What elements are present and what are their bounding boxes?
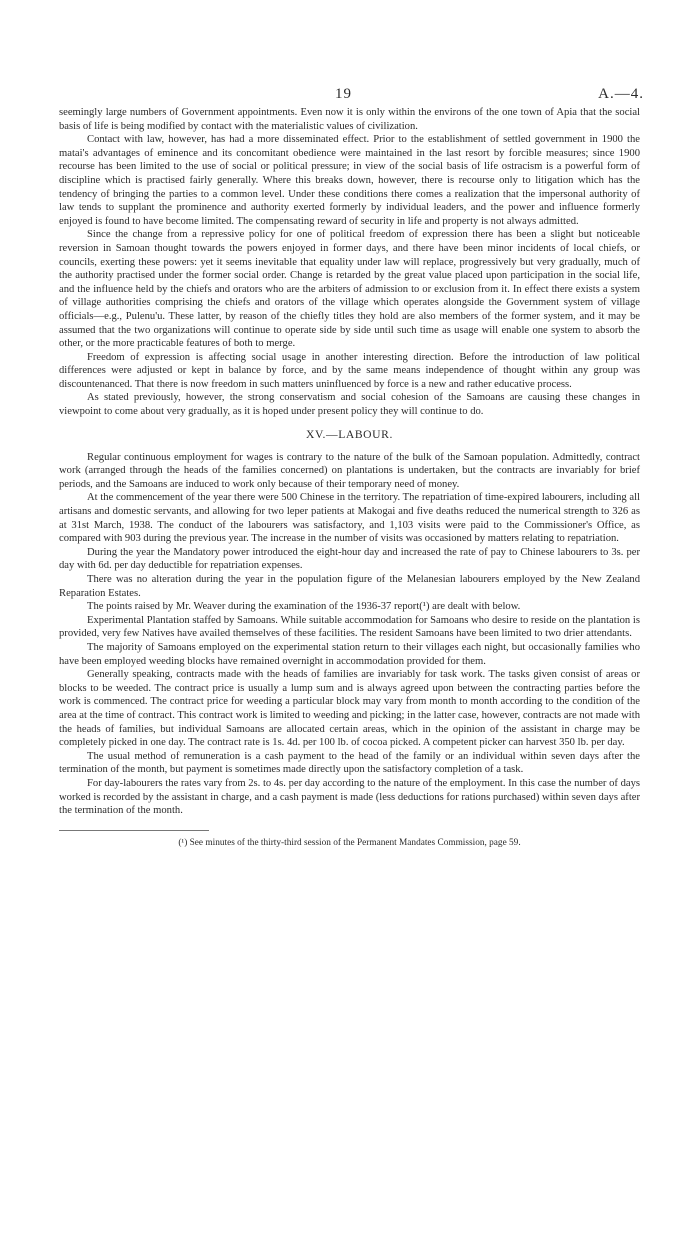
paragraph: There was no alteration during the year in the population figure of the Melanesian labourers employed by the New Zealand Reparation Estates. <box>59 574 640 599</box>
footnote: (¹) See minutes of the thirty-third session of the Permanent Mandates Commission, page 59. <box>178 837 521 848</box>
paragraph: The points raised by Mr. Weaver during the examination of the 1936-37 report(¹) are dealt with below. <box>87 601 521 613</box>
section-heading: XV.—LABOUR. <box>306 427 393 441</box>
paragraph: Since the change from a repressive policy for one of political freedom of expression there has been a slight but noticeable reversion in Samoan thought towards the powers enjoyed in former days, and there have been minor incidents of local chiefs, or councils, exerting these powers: yet it seems inevitable that equality under law will replace, progressively but very gradually, much of the authority practised under the former social order. Change is retarded by the great value placed upon participation in the social life, and the influence held by the chiefs and orators who are the arbiters of admission to or exclusion from it. In effect there exists a system of village authorities comprising the chiefs and orators of the village which operates alongside the Government system of village officials—e.g., Pulenu'u. These latter, by reason of the chiefly titles they hold are also members of the former system, and it may be assumed that the two organizations will continue to operate side by side until such time as usage will enable one system to absorb the other, or the more practicable features of both to merge. <box>59 229 640 350</box>
paragraph: The usual method of remuneration is a cash payment to the head of the family or an individual within seven days after the termination of the month, but payment is sometimes made directly upon the satisfactory completion of a task. <box>59 750 640 776</box>
paragraph: As stated previously, however, the strong conservatism and social cohesion of the Samoans are causing these changes in viewpoint to come about very gradually, as it is hoped under present policy they will continue to do. <box>59 392 640 418</box>
paragraph: Freedom of expression is affecting social usage in another interesting direction. Before the introduction of law political differences were adjusted or kept in balance by force, and by the same means independence of thought within any group was discountenanced. That there is now freedom in such matters uninfluenced by force is a new and rather educative process. <box>59 351 640 390</box>
paragraph: Experimental Plantation staffed by Samoans. While suitable accommodation for Samoans who desire to reside on the plantation is provided, very few Natives have availed themselves of these facilities. The resident Samoans have been limited to two drier attendants. <box>59 614 640 640</box>
footnote-rule <box>59 830 209 831</box>
paragraph: The majority of Samoans employed on the experimental station return to their villages each night, but occasionally families who have been employed weeding blocks have remained overnight in accommodation provided for them. <box>59 641 640 667</box>
page-number: 19 <box>335 86 352 102</box>
paragraph: Regular continuous employment for wages is contrary to the nature of the bulk of the Samoan population. Admittedly, contract work (arranged through the heads of the families concerned) on plantations is undertaken, but the contracts are invariably for brief periods, and the Samoans are induced to work only because of their temporary need of money. <box>59 451 640 490</box>
paragraph: For day-labourers the rates vary from 2s. to 4s. per day according to the nature of the employment. In this case the number of days worked is recorded by the assistant in charge, and a cash payment is made (less deductions for rations purchased) within seven days after the termination of the month. <box>59 777 640 817</box>
paragraph: During the year the Mandatory power introduced the eight-hour day and increased the rate of pay to Chinese labourers to 3s. per day with 6d. per day deductible for repatriation expenses. <box>59 546 640 572</box>
document-reference: A.—4. <box>598 86 644 102</box>
paragraph: seemingly large numbers of Government appointments. Even now it is only within the environs of the one town of Apia that the social basis of life is being modified by contact with the materialistic values of civilization. <box>59 107 640 132</box>
paragraph: At the commencement of the year there were 500 Chinese in the territory. The repatriation of time-expired labourers, including all artisans and domestic servants, and allowing for two leper patients at Makogai and five deaths reduced the numerical strength to 326 as at 31st March, 1938. The conduct of the labourers was satisfactory, and 1,103 visits were paid to the Commissioner's Office, as compared with 903 during the previous year. The increase in the number of visits was occasioned by matters relating to repatriation. <box>59 492 640 545</box>
paragraph: Contact with law, however, has had a more disseminated effect. Prior to the establishment of settled government in 1900 the matai's advantages of eminence and its concomitant obedience were maintained in the last resort by forcible measures; since 1900 recourse has been limited to the use of social or political pressure; in view of the social basis of life ostracism is a powerful form of discipline which is practised fairly generally. Where this breaks down, however, there is recourse only to litigation which has the tendency of bringing the parties to a common level. Under these conditions there comes a realization that the impersonal authority of law tends to supplant the prominence and authority exerted formerly by individual leaders, and the power and influence formerly enjoyed is found to have become limited. The compensating reward of security in life and property is not always admitted. <box>59 134 640 227</box>
paragraph: Generally speaking, contracts made with the heads of families are invariably for task work. The tasks given consist of areas or blocks to be weeded. The contract price is usually a lump sum and is always agreed upon between the contracting parties before the work is commenced. The contract price for weeding a particular block may vary from month to month according to the condition of the area at the time of contract. This contract work is limited to weeding and picking; in the latter case, however, contracts are not made with the heads of families, but individual Samoans are allocated certain areas, which in the opinion of the assistant in charge may be completely picked in one day. The contract rate is 1s. 4d. per 100 lb. of cocoa picked. A competent picker can harvest 350 lb. per day. <box>59 669 640 749</box>
page-body <box>59 106 640 849</box>
